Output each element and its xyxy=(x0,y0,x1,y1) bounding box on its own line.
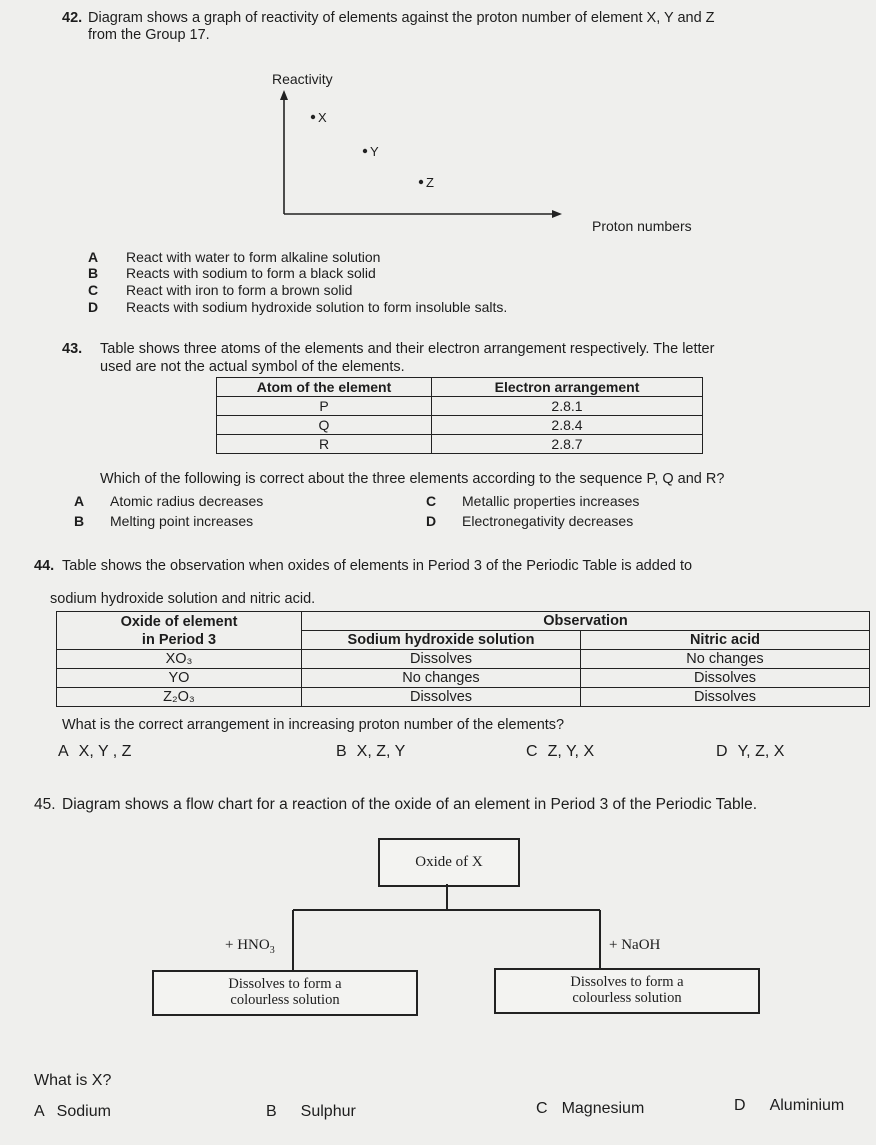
table-row xyxy=(57,650,870,669)
option-letter: B xyxy=(74,513,85,529)
q44-option-c[interactable] xyxy=(526,743,594,761)
option-letter: D xyxy=(716,743,728,760)
cell-arrangement: 2.8.4 xyxy=(432,416,703,435)
point-z-label: Z xyxy=(426,175,434,190)
header-observation: Observation xyxy=(302,612,870,631)
point-y-marker xyxy=(363,149,367,153)
point-x-marker xyxy=(311,115,315,119)
flow-left-reagent xyxy=(225,937,275,956)
q44-text-line2: sodium hydroxide solution and nitric acid. xyxy=(50,591,316,607)
flow-connectors xyxy=(0,880,876,975)
cell-naoh: Dissolves xyxy=(302,688,581,707)
flow-left-result-box xyxy=(152,970,418,1016)
q45-option-d[interactable] xyxy=(734,1097,844,1115)
option-text: Aluminium xyxy=(769,1097,845,1114)
cell-arrangement: 2.8.7 xyxy=(432,435,703,454)
option-text: React with iron to form a brown solid xyxy=(126,282,353,298)
option-letter: C xyxy=(426,493,437,509)
q45-option-c[interactable] xyxy=(536,1100,644,1118)
option-text: Z, Y, X xyxy=(547,743,595,760)
header-oxide xyxy=(57,612,302,650)
cell-oxide: XO₃ xyxy=(57,650,302,669)
q42-option-a[interactable] xyxy=(88,249,380,265)
q43-option-b[interactable] xyxy=(74,513,253,529)
right-result-line2: colourless solution xyxy=(572,990,682,1006)
header-atom: Atom of the element xyxy=(217,378,432,397)
q42-text-line2: from the Group 17. xyxy=(88,27,210,43)
table-row xyxy=(57,688,870,707)
q42-number: 42. xyxy=(62,10,83,26)
cell-atom: R xyxy=(217,435,432,454)
graph-y-label: Reactivity xyxy=(272,71,333,87)
reactivity-graph xyxy=(0,0,876,240)
electron-arrangement-table xyxy=(216,377,703,454)
option-letter: C xyxy=(526,743,538,760)
q44-number: 44. xyxy=(34,558,55,574)
option-letter: C xyxy=(88,282,99,298)
q45-option-b[interactable] xyxy=(266,1103,356,1121)
table-header-row xyxy=(217,378,703,397)
q45-number: 45. xyxy=(34,796,56,813)
option-text: Reacts with sodium hydroxide solution to form insoluble salts. xyxy=(126,299,508,315)
flow-right-result-box xyxy=(494,968,760,1014)
q44-option-d[interactable] xyxy=(716,743,784,761)
flow-oxide-box: Oxide of X xyxy=(378,838,520,887)
graph-x-label: Proton numbers xyxy=(592,218,692,234)
cell-oxide: YO xyxy=(57,669,302,688)
option-letter: C xyxy=(536,1100,548,1117)
cell-hno3: No changes xyxy=(581,650,870,669)
option-text: X, Y , Z xyxy=(78,743,132,760)
right-result-line1: Dissolves to form a xyxy=(570,974,684,990)
option-letter: D xyxy=(734,1097,746,1114)
option-letter: D xyxy=(88,299,99,315)
option-text: Reacts with sodium to form a black solid xyxy=(126,265,376,281)
q42-option-d[interactable] xyxy=(88,299,507,315)
q43-option-c[interactable] xyxy=(426,493,639,509)
table-row xyxy=(57,669,870,688)
q45-question: What is X? xyxy=(34,1072,112,1089)
cell-naoh: No changes xyxy=(302,669,581,688)
q43-option-a[interactable] xyxy=(74,493,263,509)
option-letter: B xyxy=(88,265,99,281)
q44-option-b[interactable] xyxy=(336,743,405,761)
q44-text-line1: Table shows the observation when oxides of elements in Period 3 of the Periodic Table is added to xyxy=(62,558,693,574)
q43-question: Which of the following is correct about the three elements according to the sequence P, Q and R? xyxy=(100,471,725,487)
option-letter: B xyxy=(266,1103,277,1120)
option-text: Electronegativity decreases xyxy=(462,513,634,529)
option-text: Metallic properties increases xyxy=(462,493,640,509)
q43-text-line2: used are not the actual symbol of the elements. xyxy=(100,359,405,375)
q43-number: 43. xyxy=(62,341,83,357)
option-text: Atomic radius decreases xyxy=(110,493,264,509)
table-row xyxy=(217,397,703,416)
cell-atom: P xyxy=(217,397,432,416)
cell-hno3: Dissolves xyxy=(581,688,870,707)
graph-x-arrow xyxy=(552,210,562,218)
q43-text-line1: Table shows three atoms of the elements and their electron arrangement respectively. The letter xyxy=(100,341,715,357)
option-text: Y, Z, X xyxy=(737,743,785,760)
q44-option-a[interactable] xyxy=(58,743,131,761)
table-row xyxy=(217,435,703,454)
q42-option-c[interactable] xyxy=(88,282,352,298)
header-electron-arrangement: Electron arrangement xyxy=(432,378,703,397)
point-z-marker xyxy=(419,180,423,184)
left-result-line2: colourless solution xyxy=(230,992,340,1008)
cell-oxide: Z₂O₃ xyxy=(57,688,302,707)
cell-naoh: Dissolves xyxy=(302,650,581,669)
header-naoh: Sodium hydroxide solution xyxy=(302,631,581,650)
point-x-label: X xyxy=(318,110,327,125)
cell-arrangement: 2.8.1 xyxy=(432,397,703,416)
oxide-observation-table xyxy=(56,611,870,707)
header-oxide-line1: Oxide of element xyxy=(120,613,238,630)
reagent-hno3: + HNO xyxy=(225,937,270,953)
q42-text-line1: Diagram shows a graph of reactivity of elements against the proton number of element X, Y and Z xyxy=(88,10,715,26)
option-letter: A xyxy=(58,743,69,760)
q43-option-d[interactable] xyxy=(426,513,633,529)
q42-option-b[interactable] xyxy=(88,265,376,281)
point-y-label: Y xyxy=(370,144,379,159)
option-text: React with water to form alkaline solution xyxy=(126,249,381,265)
option-letter: B xyxy=(336,743,347,760)
q44-question: What is the correct arrangement in increasing proton number of the elements? xyxy=(62,717,565,733)
header-oxide-line2: in Period 3 xyxy=(141,631,217,648)
header-hno3: Nitric acid xyxy=(581,631,870,650)
q45-text: Diagram shows a flow chart for a reaction of the oxide of an element in Period 3 of the Periodic Table. xyxy=(62,796,758,813)
flow-right-reagent: + NaOH xyxy=(609,937,661,953)
graph-y-arrow xyxy=(280,90,288,100)
option-letter: A xyxy=(88,249,99,265)
option-text: Melting point increases xyxy=(110,513,254,529)
option-text: Sulphur xyxy=(300,1103,356,1120)
cell-hno3: Dissolves xyxy=(581,669,870,688)
reagent-hno3-subscript: 3 xyxy=(269,945,275,956)
option-letter: A xyxy=(74,493,85,509)
option-letter: D xyxy=(426,513,437,529)
option-text: Magnesium xyxy=(561,1100,645,1117)
left-result-line1: Dissolves to form a xyxy=(228,976,342,992)
option-text: Sodium xyxy=(56,1103,111,1120)
cell-atom: Q xyxy=(217,416,432,435)
option-letter: A xyxy=(34,1103,45,1120)
option-text: X, Z, Y xyxy=(356,743,406,760)
table-row xyxy=(217,416,703,435)
q45-option-a[interactable] xyxy=(34,1103,111,1121)
